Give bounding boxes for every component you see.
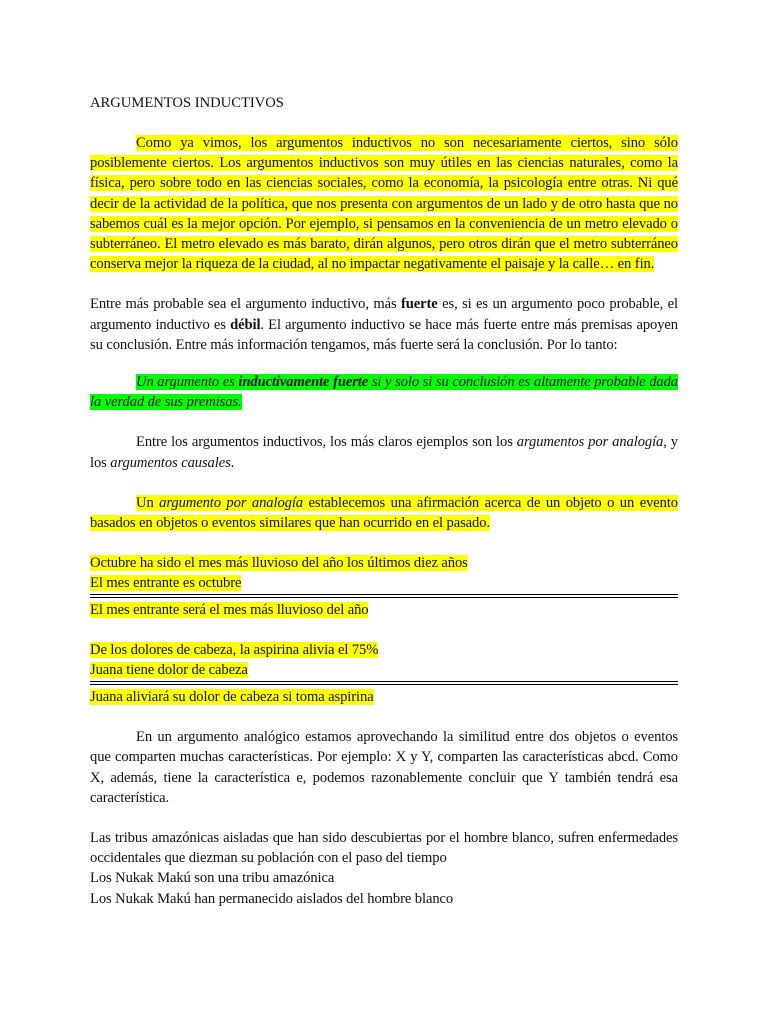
italic-term: argumentos por analogía (516, 434, 664, 451)
page-title: ARGUMENTOS INDUCTIVOS (90, 95, 284, 111)
text-run: Entre más probable sea el argumento inductivo, más (90, 296, 402, 313)
argument-example-3-line3: Los Nukak Makú han permanecido aislados del hombre blanco (90, 890, 454, 907)
paragraph-definition (90, 372, 678, 412)
premise: El mes entrante es octubre (90, 575, 242, 592)
paragraph-analogic: En un argumento analógico estamos aprovechando la similitud entre dos objetos o eventos que comparten muchas características. Por ejemplo: X y Y, comparten las características abcd. Como X, además, tiene la característica e, podemos razonablemente concluir que Y también tendrá esa característica. (90, 729, 678, 806)
conclusion-divider (90, 681, 678, 685)
paragraph-examples (90, 432, 678, 472)
bold-term-inductivamente-fuerte: inductivamente fuerte (238, 374, 369, 391)
text-run: Entre los argumentos inductivos, los más claros ejemplos son los (136, 434, 517, 451)
premise: Juana tiene dolor de cabeza (90, 662, 248, 679)
bold-term-debil: débil (230, 316, 261, 333)
text-run: Un argumento es (136, 374, 239, 391)
text-run: . El argumento inductivo se hace más fuerte entre más premisas apoyen su conclusión. Entre más información tengamos, más fuerte será la conclusión. Por lo tanto: (90, 316, 678, 353)
italic-term: argumentos causales (110, 454, 231, 471)
text-run: . (230, 454, 235, 471)
argument-example-3-line2: Los Nukak Makú son una tribu amazónica (90, 870, 335, 887)
highlighted-text (90, 495, 678, 531)
argument-example-1 (90, 553, 678, 620)
document-body (90, 93, 678, 909)
argument-example-2 (90, 640, 678, 707)
text-run: Un (136, 494, 160, 511)
green-highlight (90, 374, 678, 410)
premise: De los dolores de cabeza, la aspirina alivia el 75% (90, 642, 379, 659)
paragraph-intro (90, 133, 678, 274)
text-run: , y los (90, 434, 678, 471)
italic-term: argumento por analogía (159, 494, 304, 511)
argument-example-3-line1: Las tribus amazónicas aisladas que han sido descubiertas por el hombre blanco, sufren enfermedades occidentales que diezman su población con el paso del tiempo (90, 830, 678, 867)
text-run: establecemos una afirmación acerca de un objeto o un evento basados en objetos o eventos similares que han ocurrido en el pasado. (90, 494, 678, 532)
conclusion: Juana aliviará su dolor de cabeza si toma aspirina (90, 689, 374, 706)
conclusion-divider (90, 594, 678, 598)
highlighted-text: Como ya vimos, los argumentos inductivos no son necesariamente ciertos, sino sólo posiblemente ciertos. Los argumentos inductivos son muy útiles en las ciencias naturales, como la física, pero sobre todo en las ciencias sociales, como la economía, la psicología entre otras. Ni qué decir de la actividad de la política, que nos presenta con argumentos de un lado y de otro hasta que no sabemos cuál es la mejor opción. Por ejemplo, si pensamos en la conveniencia de un metro elevado o subterráneo. El metro elevado es más barato, dirán algunos, pero otros dirán que el metro subterráneo conserva mejor la riqueza de la ciudad, al no impactar negativamente el paisaje y la calle… en fin. (90, 135, 678, 273)
text-run: es, si es un argumento poco probable, el argumento inductivo es (90, 296, 678, 333)
text-run: si y solo si su conclusión es altamente probable dada la verdad de sus premisas. (90, 374, 679, 411)
paragraph-strength (90, 294, 678, 355)
conclusion: El mes entrante será el mes más lluvioso del año (90, 602, 369, 619)
premise: Octubre ha sido el mes más lluvioso del año los últimos diez años (90, 555, 468, 572)
bold-term-fuerte: fuerte (401, 296, 438, 313)
paragraph-analogy (90, 493, 678, 533)
